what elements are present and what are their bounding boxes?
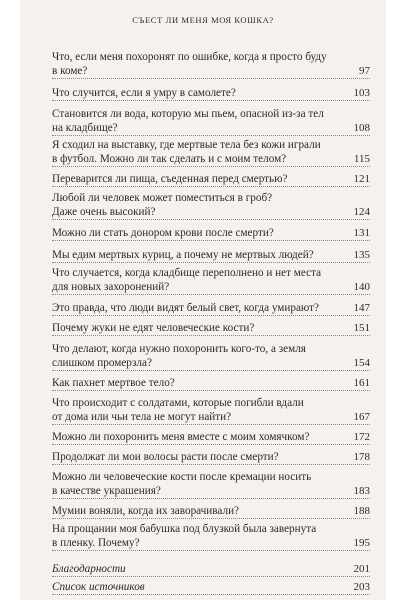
toc-entry-line: Продолжат ли мои волосы расти после смерти? — [52, 451, 279, 463]
toc-divider — [52, 135, 370, 136]
toc-page-number: 195 — [353, 537, 370, 549]
toc-entry-line: Можно ли похоронить меня вместе с моим хомячком? — [52, 431, 310, 443]
toc-divider — [52, 424, 370, 425]
toc-entry-line: Благодарности — [52, 563, 126, 575]
toc-entry-line: Как пахнет мертвое тело? — [52, 377, 175, 389]
toc-entry-line: в футбол. Можно ли так сделать и с моим телом? — [52, 153, 287, 165]
toc-entry — [52, 191, 370, 219]
toc-entry — [52, 450, 370, 464]
toc-entry-line: Это правда, что люди видят белый свет, когда умирают? — [52, 302, 319, 314]
toc-entry — [52, 522, 370, 550]
toc-page-number: 201 — [353, 563, 370, 575]
toc-entry-line: Я сходил на выставку, где мертвые тела без кожи играли — [52, 139, 321, 151]
toc-divider — [52, 370, 370, 371]
toc-entry-line: Что делают, когда нужно похоронить кого-то, а земля — [52, 343, 306, 355]
toc-entry-line: Почему жуки не едят человеческие кости? — [52, 322, 255, 334]
toc-entry — [52, 396, 370, 424]
toc-page-number: 161 — [353, 377, 370, 389]
toc-page-number: 183 — [353, 485, 370, 497]
toc-divider — [52, 100, 370, 101]
toc-entry — [52, 107, 370, 135]
toc-page-number: 135 — [353, 249, 370, 261]
toc-divider — [52, 576, 370, 577]
toc-page-number: 121 — [353, 173, 370, 185]
toc-divider — [52, 390, 370, 391]
toc-page-number: 140 — [353, 281, 370, 293]
toc-page-number: 203 — [353, 581, 370, 593]
toc-entry-line: для новых захоронений? — [52, 281, 170, 293]
toc-entry-line: в качестве украшения? — [52, 485, 161, 497]
toc-page-number: 147 — [353, 302, 370, 314]
toc-entry-line: на кладбище? — [52, 122, 118, 134]
toc-entry — [52, 226, 370, 240]
toc-divider — [52, 335, 370, 336]
toc-page-number: 97 — [359, 65, 370, 77]
toc-divider — [52, 550, 370, 551]
toc-entry-line: Мы едим мертвых куриц, а почему не мертвых людей? — [52, 249, 314, 261]
toc-divider — [52, 498, 370, 499]
toc-entry-sources — [52, 580, 370, 594]
table-of-contents — [52, 0, 370, 600]
toc-entry — [52, 504, 370, 518]
toc-divider — [52, 186, 370, 187]
toc-entry — [52, 86, 370, 100]
toc-entry — [52, 430, 370, 444]
toc-entry-line: Список источников — [52, 581, 145, 593]
toc-divider — [52, 78, 370, 79]
toc-divider — [52, 166, 370, 167]
running-head: СЪЕСТ ЛИ МЕНЯ МОЯ КОШКА? — [132, 15, 274, 25]
toc-entry — [52, 342, 370, 370]
toc-page-number: 103 — [353, 87, 370, 99]
toc-divider — [52, 219, 370, 220]
toc-entry-line: в коме? — [52, 65, 88, 77]
toc-entry-line: На прощании моя бабушка под блузкой была завернута — [52, 523, 317, 535]
toc-entry-line: в пленку. Почему? — [52, 537, 140, 549]
toc-entry — [52, 138, 370, 166]
toc-entry-line: Можно ли человеческие кости после кремации носить — [52, 471, 312, 483]
toc-entry — [52, 470, 370, 498]
toc-page-number: 151 — [353, 322, 370, 334]
toc-entry-line: Мумии воняли, когда их заворачивали? — [52, 505, 240, 517]
toc-entry — [52, 266, 370, 294]
toc-entry-line: Что случается, когда кладбище переполнено и нет места — [52, 267, 322, 279]
toc-divider — [52, 444, 370, 445]
toc-entry — [52, 376, 370, 390]
toc-entry-line: Что случится, если я умру в самолете? — [52, 87, 236, 99]
toc-page-number: 172 — [353, 431, 370, 443]
toc-entry — [52, 248, 370, 262]
toc-page-number: 154 — [353, 357, 370, 369]
toc-divider — [52, 294, 370, 295]
toc-entry-line: Что происходит с солдатами, которые погибли вдали — [52, 397, 304, 409]
toc-page-number: 167 — [353, 411, 370, 423]
toc-divider — [52, 518, 370, 519]
toc-page-number: 131 — [353, 227, 370, 239]
toc-divider — [52, 240, 370, 241]
toc-entry-acknowledgements — [52, 562, 370, 576]
toc-entry-line: слишком промерзла? — [52, 357, 152, 369]
toc-entry-line: Переварится ли пища, съеденная перед смертью? — [52, 173, 288, 185]
toc-divider — [52, 594, 370, 595]
toc-entry-line: Даже очень высокий? — [52, 206, 156, 218]
toc-entry-line: Что, если меня похоронят по ошибке, когда я просто буду — [52, 51, 327, 63]
toc-page-number: 188 — [353, 505, 370, 517]
toc-page-number: 115 — [353, 153, 370, 165]
toc-entry-line: Любой ли человек может поместиться в гроб? — [52, 192, 273, 204]
toc-entry-line: от дома или чьи тела не могут найти? — [52, 411, 232, 423]
toc-divider — [52, 464, 370, 465]
book-page — [20, 0, 386, 600]
toc-page-number: 124 — [353, 206, 370, 218]
toc-page-number: 108 — [353, 122, 370, 134]
toc-entry — [52, 301, 370, 315]
toc-page-number: 178 — [353, 451, 370, 463]
toc-entry — [52, 321, 370, 335]
toc-entry-line: Можно ли стать донором крови после смерти? — [52, 227, 274, 239]
toc-divider — [52, 315, 370, 316]
toc-entry — [52, 50, 370, 78]
toc-divider — [52, 262, 370, 263]
toc-entry — [52, 172, 370, 186]
toc-entry-line: Становится ли вода, которую мы пьем, опасной из-за тел — [52, 108, 324, 120]
